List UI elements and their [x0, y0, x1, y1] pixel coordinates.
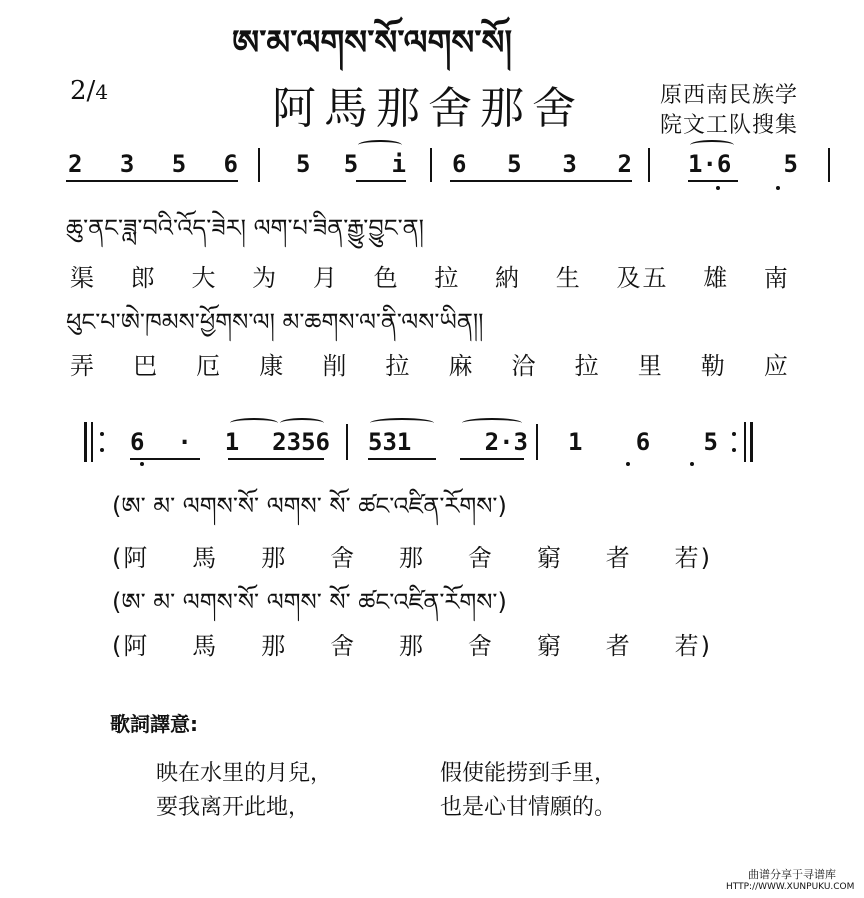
lyric-syllable: 南	[763, 264, 790, 292]
repeat-dot	[100, 432, 104, 436]
lyric-syllable: 那	[399, 632, 425, 660]
lyric-syllable: 麻	[448, 352, 475, 380]
lyric-syllable: 洽	[511, 352, 538, 380]
watermark-text: 曲谱分享于寻谱库	[748, 868, 836, 881]
slur	[370, 418, 434, 428]
section1-chinese-line-2	[70, 346, 790, 381]
measure-2: 5 5 i	[296, 150, 406, 178]
lyric-syllable: 弄	[70, 352, 96, 380]
lyric-syllable: 那	[261, 544, 288, 572]
octave-dot	[690, 462, 694, 466]
repeat-start-bar	[84, 422, 87, 462]
beam-underline	[368, 458, 436, 460]
lyric-syllable: 舍	[330, 544, 357, 572]
lyric-syllable: 拉	[385, 352, 412, 380]
translation-line-2-left: 要我离开此地，	[156, 795, 311, 820]
slur	[690, 140, 734, 150]
translation-heading: 歌詞譯意:	[110, 712, 198, 736]
lyric-syllable: 馬	[192, 544, 219, 572]
translation-line-1-left: 映在水里的月兒，	[156, 761, 333, 786]
measure-3: 6 5 3 2	[452, 150, 632, 178]
lyric-syllable: 窮	[536, 544, 563, 572]
beam-underline	[688, 180, 738, 182]
lyric-syllable: 那	[399, 544, 425, 572]
lyric-syllable: 月	[312, 264, 339, 292]
lyric-syllable: 雄	[703, 264, 730, 292]
lyric-syllable: 舍	[467, 632, 494, 660]
lyric-syllable: 里	[637, 352, 664, 380]
lyric-syllable: 者	[605, 544, 632, 572]
octave-dot	[140, 462, 144, 466]
beam-underline	[130, 458, 200, 460]
measure-5: 6 · 1 2356	[130, 428, 330, 456]
barline	[648, 148, 650, 182]
barline	[828, 148, 830, 182]
beam-underline	[228, 458, 324, 460]
beam-underline	[356, 180, 406, 182]
repeat-dot	[732, 432, 736, 436]
repeat-dot	[100, 448, 104, 452]
lyric-syllable: 納	[495, 264, 522, 292]
repeat-dot	[732, 448, 736, 452]
lyric-syllable: 及五	[616, 264, 669, 292]
lyric-syllable: 舍	[467, 544, 494, 572]
section1-chinese-line-1	[70, 258, 790, 293]
time-signature-numerator: 2	[70, 76, 87, 106]
lyric-syllable: 渠	[70, 264, 96, 292]
time-signature: 2/4	[70, 76, 109, 106]
octave-dot	[716, 186, 720, 190]
beam-underline	[450, 180, 632, 182]
measure-6: 531 2·3	[368, 428, 528, 456]
credit-line-2: 院文工队搜集	[660, 113, 799, 138]
repeat-end-bar	[750, 422, 753, 462]
lyric-syllable: 勒	[700, 352, 727, 380]
beam-underline	[460, 458, 524, 460]
translation-line-1-right: 假使能捞到手里，	[440, 761, 617, 786]
barline	[258, 148, 260, 182]
watermark-url: HTTP://WWW.XUNPUKU.COM	[726, 882, 855, 892]
section2-tibetan-line-2: (ཨ་ མ་ ལགས་སོ་ ལགས་ སོ་ ཚང་འཛིན་རོགས་)	[112, 588, 507, 616]
section2-tibetan-line-1: (ཨ་ མ་ ལགས་སོ་ ལགས་ སོ་ ཚང་འཛིན་རོགས་)	[112, 492, 507, 520]
lyric-syllable: (阿	[112, 632, 150, 660]
measure-1: 2 3 5 6	[68, 150, 238, 178]
lyric-syllable: 大	[191, 264, 218, 292]
section1-tibetan-line-1: ཆུ་ནང་ཟླ་བའི་འོད་ཟེར། ལག་པ་ཟིན་རྒྱུ་བྱུང་ན།	[66, 214, 424, 242]
lyric-syllable: 馬	[192, 632, 219, 660]
lyric-syllable: 窮	[536, 632, 563, 660]
song-title: 阿馬那舍那舍	[272, 83, 584, 134]
barline	[536, 424, 538, 460]
translation-line-2-right: 也是心甘情願的。	[440, 795, 617, 820]
lyric-syllable: 拉	[574, 352, 601, 380]
lyric-syllable: 那	[261, 632, 288, 660]
repeat-end-bar	[744, 422, 746, 462]
slur	[358, 140, 402, 150]
section2-chinese-line-1	[112, 538, 712, 573]
lyric-syllable: 若)	[674, 632, 712, 660]
measure-4: 1·6 5	[688, 150, 798, 178]
lyric-syllable: 者	[605, 632, 632, 660]
lyric-syllable: 应	[763, 352, 790, 380]
lyric-syllable: 厄	[196, 352, 223, 380]
beam-underline	[66, 180, 238, 182]
repeat-start-bar	[91, 422, 93, 462]
time-signature-denominator: 4	[95, 80, 109, 104]
lyric-syllable: 舍	[330, 632, 357, 660]
lyric-syllable: 若)	[674, 544, 712, 572]
lyric-syllable: 康	[259, 352, 286, 380]
lyric-syllable: 郎	[130, 264, 157, 292]
lyric-syllable: 削	[322, 352, 349, 380]
slur	[280, 418, 324, 428]
lyric-syllable: 为	[252, 264, 279, 292]
section1-tibetan-line-2: ཕུང་པ་ཨེ་ཁམས་ཕྱོགས་ལ། མ་ཆགས་ལ་ནི་ལས་ཡིན།།	[66, 308, 484, 336]
lyric-syllable: 拉	[434, 264, 461, 292]
credit-line-1: 原西南民族学	[660, 83, 799, 108]
lyric-syllable: 生	[555, 264, 582, 292]
octave-dot	[776, 186, 780, 190]
octave-dot	[626, 462, 630, 466]
lyric-syllable: 巴	[133, 352, 160, 380]
lyric-syllable: (阿	[112, 544, 150, 572]
section2-chinese-line-2	[112, 626, 712, 661]
lyric-syllable: 色	[373, 264, 400, 292]
barline	[346, 424, 348, 460]
slur	[462, 418, 522, 428]
measure-7: 1 6 5	[568, 428, 718, 456]
tibetan-title: ཨ་མ་ལགས་སོ་ལགས་སོ།	[232, 23, 512, 63]
slur	[230, 418, 278, 428]
barline	[430, 148, 432, 182]
